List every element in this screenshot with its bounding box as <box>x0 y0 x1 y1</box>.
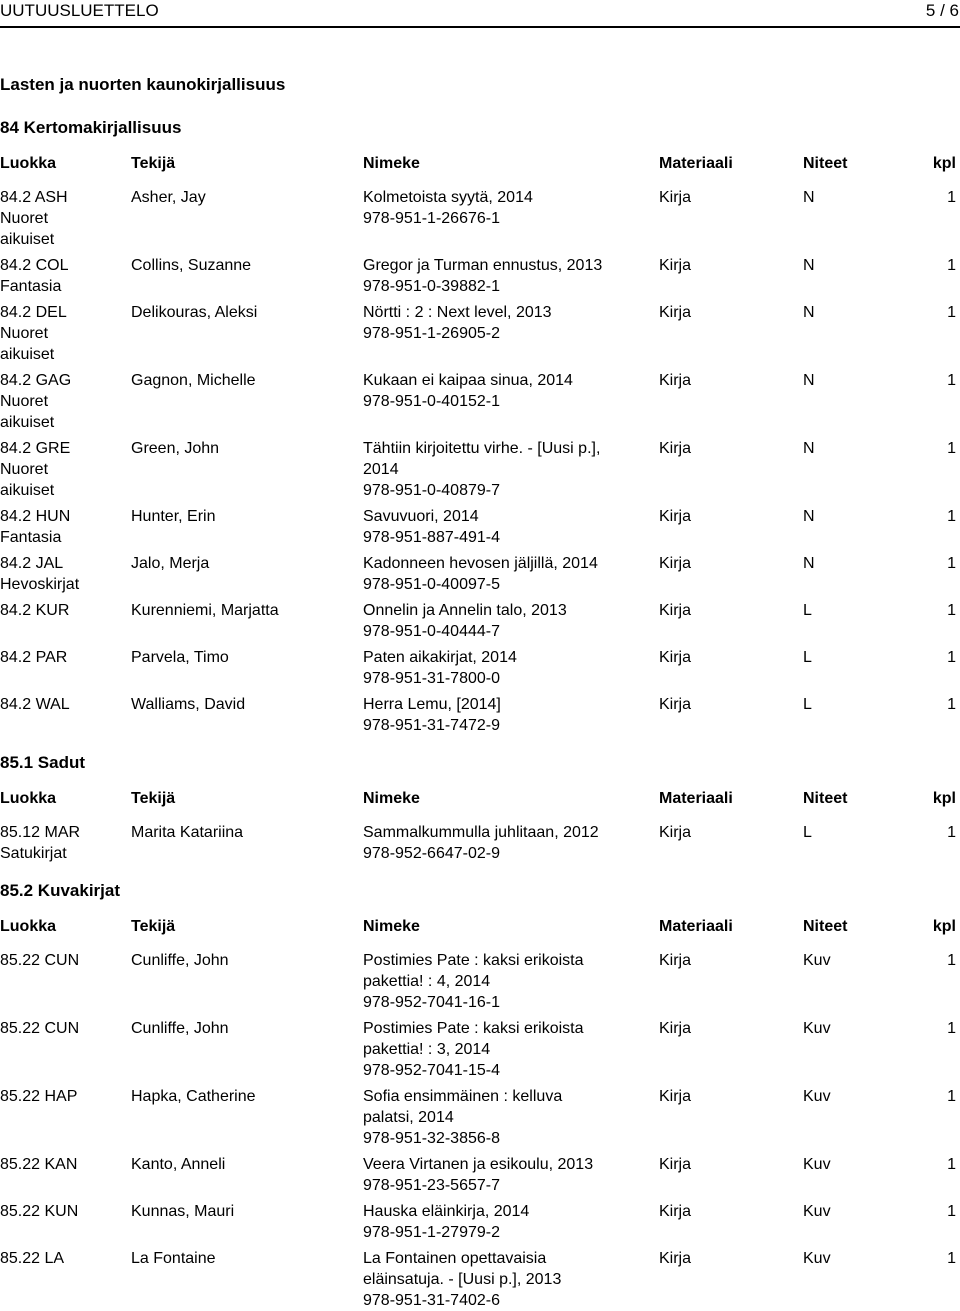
cell-materiaali: Kirja <box>659 372 692 389</box>
cell-line: Savuvuori, 2014 <box>363 508 479 525</box>
col-niteet: Niteet <box>803 790 848 807</box>
cell-line: Fantasia <box>0 278 62 295</box>
cell-line: 84.2 WAL <box>0 696 70 713</box>
cell-line: palatsi, 2014 <box>363 1109 454 1126</box>
cell-line: 978-951-23-5657-7 <box>363 1177 500 1194</box>
cell-niteet: N <box>803 257 815 274</box>
cell-nimeke <box>363 255 625 297</box>
cell-kpl: 1 <box>947 440 956 457</box>
header-rule <box>0 26 960 28</box>
cell-line: 978-951-1-26676-1 <box>363 210 500 227</box>
cell-line: 85.12 MAR <box>0 824 81 841</box>
cell-luokka <box>0 647 122 668</box>
cell-niteet: L <box>803 824 812 841</box>
cell-line: Gregor ja Turman ennustus, 2013 <box>363 257 603 274</box>
cell-kpl: 1 <box>947 1250 956 1267</box>
cell-line: Paten aikakirjat, 2014 <box>363 649 517 666</box>
cell-luokka <box>0 370 122 433</box>
cell-line: Veera Virtanen ja esikoulu, 2013 <box>363 1156 594 1173</box>
cell-line: Hevoskirjat <box>0 576 80 593</box>
cell-kpl: 1 <box>947 372 956 389</box>
cell-nimeke <box>363 506 625 548</box>
cell-materiaali: Kirja <box>659 304 692 321</box>
cell-tekija: Cunliffe, John <box>131 952 229 969</box>
cell-niteet: Kuv <box>803 1020 831 1037</box>
cell-line: Fantasia <box>0 529 62 546</box>
cell-line: 84.2 KUR <box>0 602 70 619</box>
cell-niteet: N <box>803 508 815 525</box>
cell-line: La Fontainen opettavaisia <box>363 1250 547 1267</box>
cell-materiaali: Kirja <box>659 1156 692 1173</box>
cell-line: aikuiset <box>0 482 55 499</box>
cell-kpl: 1 <box>947 555 956 572</box>
col-tekija: Tekijä <box>131 918 176 935</box>
page-number: 5 / 6 <box>925 1 959 20</box>
cell-niteet: Kuv <box>803 952 831 969</box>
col-materiaali: Materiaali <box>659 155 733 172</box>
cell-niteet: N <box>803 189 815 206</box>
cell-line: Sofia ensimmäinen : kelluva <box>363 1088 563 1105</box>
cell-materiaali: Kirja <box>659 1088 692 1105</box>
cell-line: 978-951-0-40097-5 <box>363 576 500 593</box>
cell-tekija: Cunliffe, John <box>131 1020 229 1037</box>
cell-kpl: 1 <box>947 824 956 841</box>
section-title: 84 Kertomakirjallisuus <box>0 118 182 137</box>
cell-kpl: 1 <box>947 1203 956 1220</box>
cell-nimeke <box>363 438 625 501</box>
cell-line: Postimies Pate : kaksi erikoista <box>363 952 584 969</box>
cell-line: 85.22 LA <box>0 1250 65 1267</box>
cell-line: 978-951-0-40152-1 <box>363 393 500 410</box>
cell-nimeke <box>363 1154 625 1196</box>
cell-line: 84.2 GRE <box>0 440 71 457</box>
col-materiaali: Materiaali <box>659 790 733 807</box>
cell-line: 85.22 CUN <box>0 1020 80 1037</box>
cell-nimeke <box>363 822 625 864</box>
cell-line: 84.2 HUN <box>0 508 71 525</box>
cell-luokka <box>0 822 122 864</box>
cell-line: 978-951-31-7402-6 <box>363 1292 500 1309</box>
cell-tekija: Green, John <box>131 440 220 457</box>
cell-luokka <box>0 1086 122 1107</box>
cell-line: 978-952-7041-16-1 <box>363 994 500 1011</box>
cell-materiaali: Kirja <box>659 602 692 619</box>
cell-line: Kukaan ei kaipaa sinua, 2014 <box>363 372 573 389</box>
cell-niteet: Kuv <box>803 1088 831 1105</box>
cell-line: Sammalkummulla juhlitaan, 2012 <box>363 824 599 841</box>
cell-line: Nuoret <box>0 210 49 227</box>
page-header <box>0 0 960 24</box>
cell-tekija: La Fontaine <box>131 1250 216 1267</box>
cell-line: pakettia! : 3, 2014 <box>363 1041 491 1058</box>
cell-luokka <box>0 255 122 297</box>
cell-line: Satukirjat <box>0 845 67 862</box>
cell-niteet: L <box>803 696 812 713</box>
cell-luokka <box>0 1154 122 1175</box>
cell-materiaali: Kirja <box>659 257 692 274</box>
cell-line: 84.2 COL <box>0 257 69 274</box>
column-header-row <box>0 917 960 937</box>
col-nimeke: Nimeke <box>363 918 420 935</box>
cell-line: 978-951-31-7472-9 <box>363 717 500 734</box>
cell-line: 978-951-0-39882-1 <box>363 278 500 295</box>
cell-nimeke <box>363 600 625 642</box>
cell-luokka <box>0 1201 122 1222</box>
cell-kpl: 1 <box>947 304 956 321</box>
cell-luokka <box>0 553 122 595</box>
cell-line: 978-951-1-27979-2 <box>363 1224 500 1241</box>
cell-kpl: 1 <box>947 602 956 619</box>
cell-line: Kadonneen hevosen jäljillä, 2014 <box>363 555 598 572</box>
cell-kpl: 1 <box>947 508 956 525</box>
cell-materiaali: Kirja <box>659 189 692 206</box>
column-header-row <box>0 154 960 174</box>
cell-materiaali: Kirja <box>659 952 692 969</box>
cell-line: 2014 <box>363 461 399 478</box>
cell-materiaali: Kirja <box>659 1250 692 1267</box>
cell-tekija: Kunnas, Mauri <box>131 1203 235 1220</box>
cell-luokka <box>0 438 122 501</box>
col-kpl: kpl <box>932 790 956 807</box>
cell-materiaali: Kirja <box>659 555 692 572</box>
cell-kpl: 1 <box>947 189 956 206</box>
cell-nimeke <box>363 302 625 344</box>
cell-niteet: N <box>803 304 815 321</box>
cell-luokka <box>0 506 122 548</box>
cell-nimeke <box>363 1201 625 1243</box>
cell-line: 84.2 ASH <box>0 189 68 206</box>
cell-nimeke <box>363 1018 625 1081</box>
cell-line: Herra Lemu, [2014] <box>363 696 501 713</box>
cell-kpl: 1 <box>947 1088 956 1105</box>
cell-niteet: N <box>803 555 815 572</box>
cell-tekija: Hapka, Catherine <box>131 1088 256 1105</box>
col-luokka: Luokka <box>0 918 57 935</box>
cell-materiaali: Kirja <box>659 649 692 666</box>
cell-materiaali: Kirja <box>659 508 692 525</box>
cell-niteet: Kuv <box>803 1250 831 1267</box>
cell-nimeke <box>363 187 625 229</box>
col-kpl: kpl <box>932 155 956 172</box>
cell-line: 978-951-32-3856-8 <box>363 1130 500 1147</box>
cell-tekija: Kurenniemi, Marjatta <box>131 602 279 619</box>
cell-line: 85.22 CUN <box>0 952 80 969</box>
main-heading: Lasten ja nuorten kaunokirjallisuus <box>0 75 286 94</box>
cell-kpl: 1 <box>947 696 956 713</box>
cell-line: aikuiset <box>0 231 55 248</box>
cell-line: 978-951-1-26905-2 <box>363 325 500 342</box>
cell-line: Kolmetoista syytä, 2014 <box>363 189 533 206</box>
cell-luokka <box>0 187 122 250</box>
col-luokka: Luokka <box>0 790 57 807</box>
cell-line: 84.2 JAL <box>0 555 64 572</box>
cell-tekija: Delikouras, Aleksi <box>131 304 258 321</box>
cell-line: 978-951-0-40444-7 <box>363 623 500 640</box>
cell-line: Nuoret <box>0 325 49 342</box>
cell-tekija: Asher, Jay <box>131 189 206 206</box>
cell-niteet: Kuv <box>803 1203 831 1220</box>
cell-luokka <box>0 600 122 621</box>
cell-line: 978-952-6647-02-9 <box>363 845 500 862</box>
col-kpl: kpl <box>932 918 956 935</box>
cell-nimeke <box>363 553 625 595</box>
cell-line: 84.2 GAG <box>0 372 72 389</box>
cell-line: 978-951-31-7800-0 <box>363 670 500 687</box>
col-nimeke: Nimeke <box>363 155 420 172</box>
cell-nimeke <box>363 950 625 1013</box>
col-niteet: Niteet <box>803 155 848 172</box>
cell-luokka <box>0 302 122 365</box>
cell-nimeke <box>363 1086 625 1149</box>
cell-luokka <box>0 1018 122 1039</box>
cell-nimeke <box>363 370 625 412</box>
cell-materiaali: Kirja <box>659 696 692 713</box>
cell-materiaali: Kirja <box>659 440 692 457</box>
cell-tekija: Walliams, David <box>131 696 246 713</box>
cell-luokka <box>0 950 122 971</box>
cell-line: pakettia! : 4, 2014 <box>363 973 491 990</box>
cell-niteet: L <box>803 602 812 619</box>
cell-kpl: 1 <box>947 952 956 969</box>
section-title: 85.1 Sadut <box>0 753 86 772</box>
section-title: 85.2 Kuvakirjat <box>0 881 121 900</box>
cell-line: Tähtiin kirjoitettu virhe. - [Uusi p.], <box>363 440 601 457</box>
col-tekija: Tekijä <box>131 155 176 172</box>
cell-luokka <box>0 1248 122 1269</box>
cell-kpl: 1 <box>947 257 956 274</box>
cell-line: Onnelin ja Annelin talo, 2013 <box>363 602 567 619</box>
col-nimeke: Nimeke <box>363 790 420 807</box>
cell-tekija: Collins, Suzanne <box>131 257 252 274</box>
cell-line: 84.2 PAR <box>0 649 68 666</box>
cell-tekija: Parvela, Timo <box>131 649 229 666</box>
cell-tekija: Kanto, Anneli <box>131 1156 226 1173</box>
cell-line: aikuiset <box>0 414 55 431</box>
cell-niteet: L <box>803 649 812 666</box>
cell-line: Nuoret <box>0 461 49 478</box>
cell-kpl: 1 <box>947 1156 956 1173</box>
document-title: UUTUUSLUETTELO <box>0 1 159 20</box>
cell-tekija: Gagnon, Michelle <box>131 372 256 389</box>
cell-materiaali: Kirja <box>659 1020 692 1037</box>
cell-line: 85.22 HAP <box>0 1088 78 1105</box>
cell-nimeke <box>363 647 625 689</box>
cell-tekija: Marita Katariina <box>131 824 244 841</box>
cell-kpl: 1 <box>947 1020 956 1037</box>
cell-line: 978-951-0-40879-7 <box>363 482 500 499</box>
cell-line: Nuoret <box>0 393 49 410</box>
cell-line: 85.22 KUN <box>0 1203 79 1220</box>
cell-kpl: 1 <box>947 649 956 666</box>
cell-line: 84.2 DEL <box>0 304 67 321</box>
col-materiaali: Materiaali <box>659 918 733 935</box>
column-header-row <box>0 789 960 809</box>
cell-niteet: N <box>803 440 815 457</box>
cell-materiaali: Kirja <box>659 824 692 841</box>
cell-nimeke <box>363 1248 625 1311</box>
cell-niteet: N <box>803 372 815 389</box>
cell-tekija: Hunter, Erin <box>131 508 216 525</box>
cell-line: eläinsatuja. - [Uusi p.], 2013 <box>363 1271 562 1288</box>
cell-line: Postimies Pate : kaksi erikoista <box>363 1020 584 1037</box>
cell-materiaali: Kirja <box>659 1203 692 1220</box>
cell-line: Hauska eläinkirja, 2014 <box>363 1203 530 1220</box>
cell-niteet: Kuv <box>803 1156 831 1173</box>
cell-line: Nörtti : 2 : Next level, 2013 <box>363 304 552 321</box>
cell-nimeke <box>363 694 625 736</box>
cell-line: 85.22 KAN <box>0 1156 78 1173</box>
col-tekija: Tekijä <box>131 790 176 807</box>
cell-line: aikuiset <box>0 346 55 363</box>
col-niteet: Niteet <box>803 918 848 935</box>
cell-luokka <box>0 694 122 715</box>
cell-tekija: Jalo, Merja <box>131 555 210 572</box>
cell-line: 978-952-7041-15-4 <box>363 1062 500 1079</box>
col-luokka: Luokka <box>0 155 57 172</box>
cell-line: 978-951-887-491-4 <box>363 529 500 546</box>
